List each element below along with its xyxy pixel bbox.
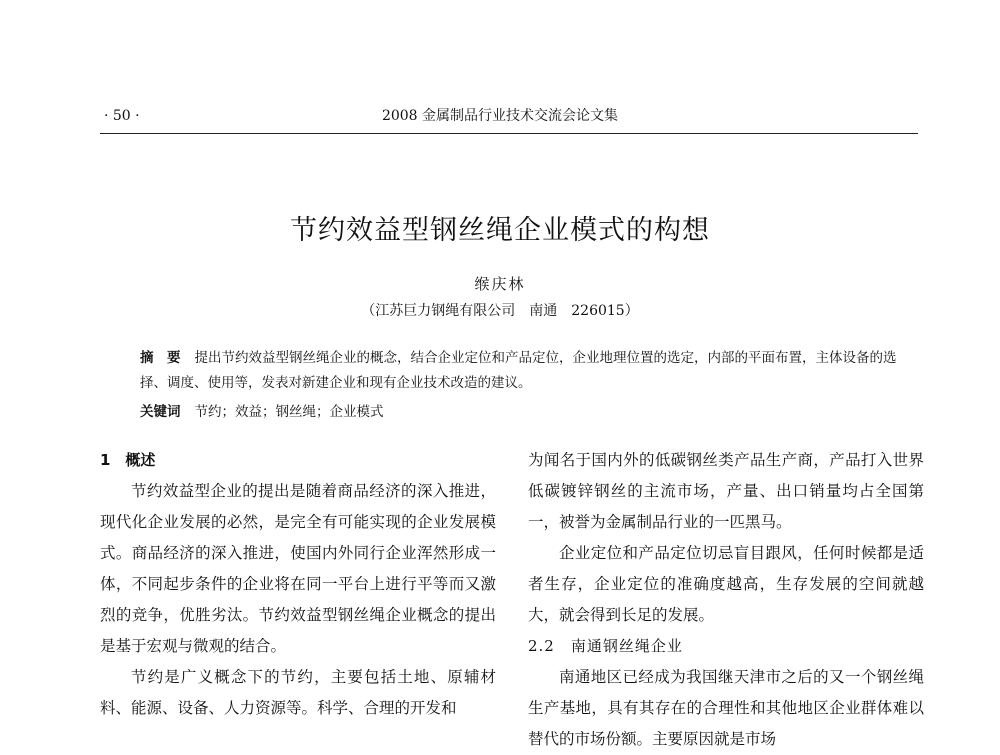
keywords-label: 关键词: [140, 404, 181, 420]
paragraph: 为闻名于国内外的低碳钢丝类产品生产商，产品打入世界低碳镀锌钢丝的主流市场，产量、出口销量均占全国第一，被誉为金属制品行业的一匹黑马。: [528, 451, 924, 531]
subsection-heading: 2.2 南通钢丝绳企业: [528, 637, 683, 655]
keywords: [140, 400, 900, 420]
paragraph: 南通地区已经成为我国继天津市之后的又一个钢丝绳生产基地，具有其存在的合理性和其他地区企业群体难以替代的市场份额。主要原因就是市场: [528, 668, 924, 748]
paragraph: 节约是广义概念下的节约，主要包括土地、原辅材料、能源、设备、人力资源等。科学、合理的开发和: [100, 668, 496, 717]
header-rule: [100, 133, 918, 134]
abstract-label: 摘 要: [140, 350, 181, 366]
affiliation: （江苏巨力钢绳有限公司 南通 226015）: [361, 303, 639, 319]
abstract-text: 提出节约效益型钢丝绳企业的概念，结合企业定位和产品定位，企业地理位置的选定，内部的平面布置，主体设备的选择、调度、使用等，发表对新建企业和现有企业技术改造的建议。: [140, 350, 897, 391]
running-title: 2008 金属制品行业技术交流会论文集: [381, 108, 619, 124]
keywords-text: 节约；效益；钢丝绳；企业模式: [194, 404, 384, 420]
section-heading: 1 概述: [100, 451, 156, 469]
abstract: [140, 346, 900, 396]
paragraph: 节约效益型企业的提出是随着商品经济的深入推进，现代化企业发展的必然，是完全有可能实现的企业发展模式。商品经济的深入推进，使国内外同行企业浑然形成一体，不同起步条件的企业将在同一平台上进行平等而又激烈的竞争，优胜劣汰。节约效益型钢丝绳企业概念的提出是基于宏观与微观的结合。: [100, 482, 496, 655]
paper-title: 节约效益型钢丝绳企业模式的构想: [290, 215, 710, 246]
right-column: [528, 445, 924, 755]
paragraph: 企业定位和产品定位切忌盲目跟风，任何时候都是适者生存，企业定位的准确度越高，生存发展的空间就越大，就会得到长足的发展。: [528, 544, 924, 624]
author: 缑庆林: [474, 275, 526, 293]
left-column: [100, 445, 496, 724]
page-number: · 50 ·: [104, 108, 140, 124]
